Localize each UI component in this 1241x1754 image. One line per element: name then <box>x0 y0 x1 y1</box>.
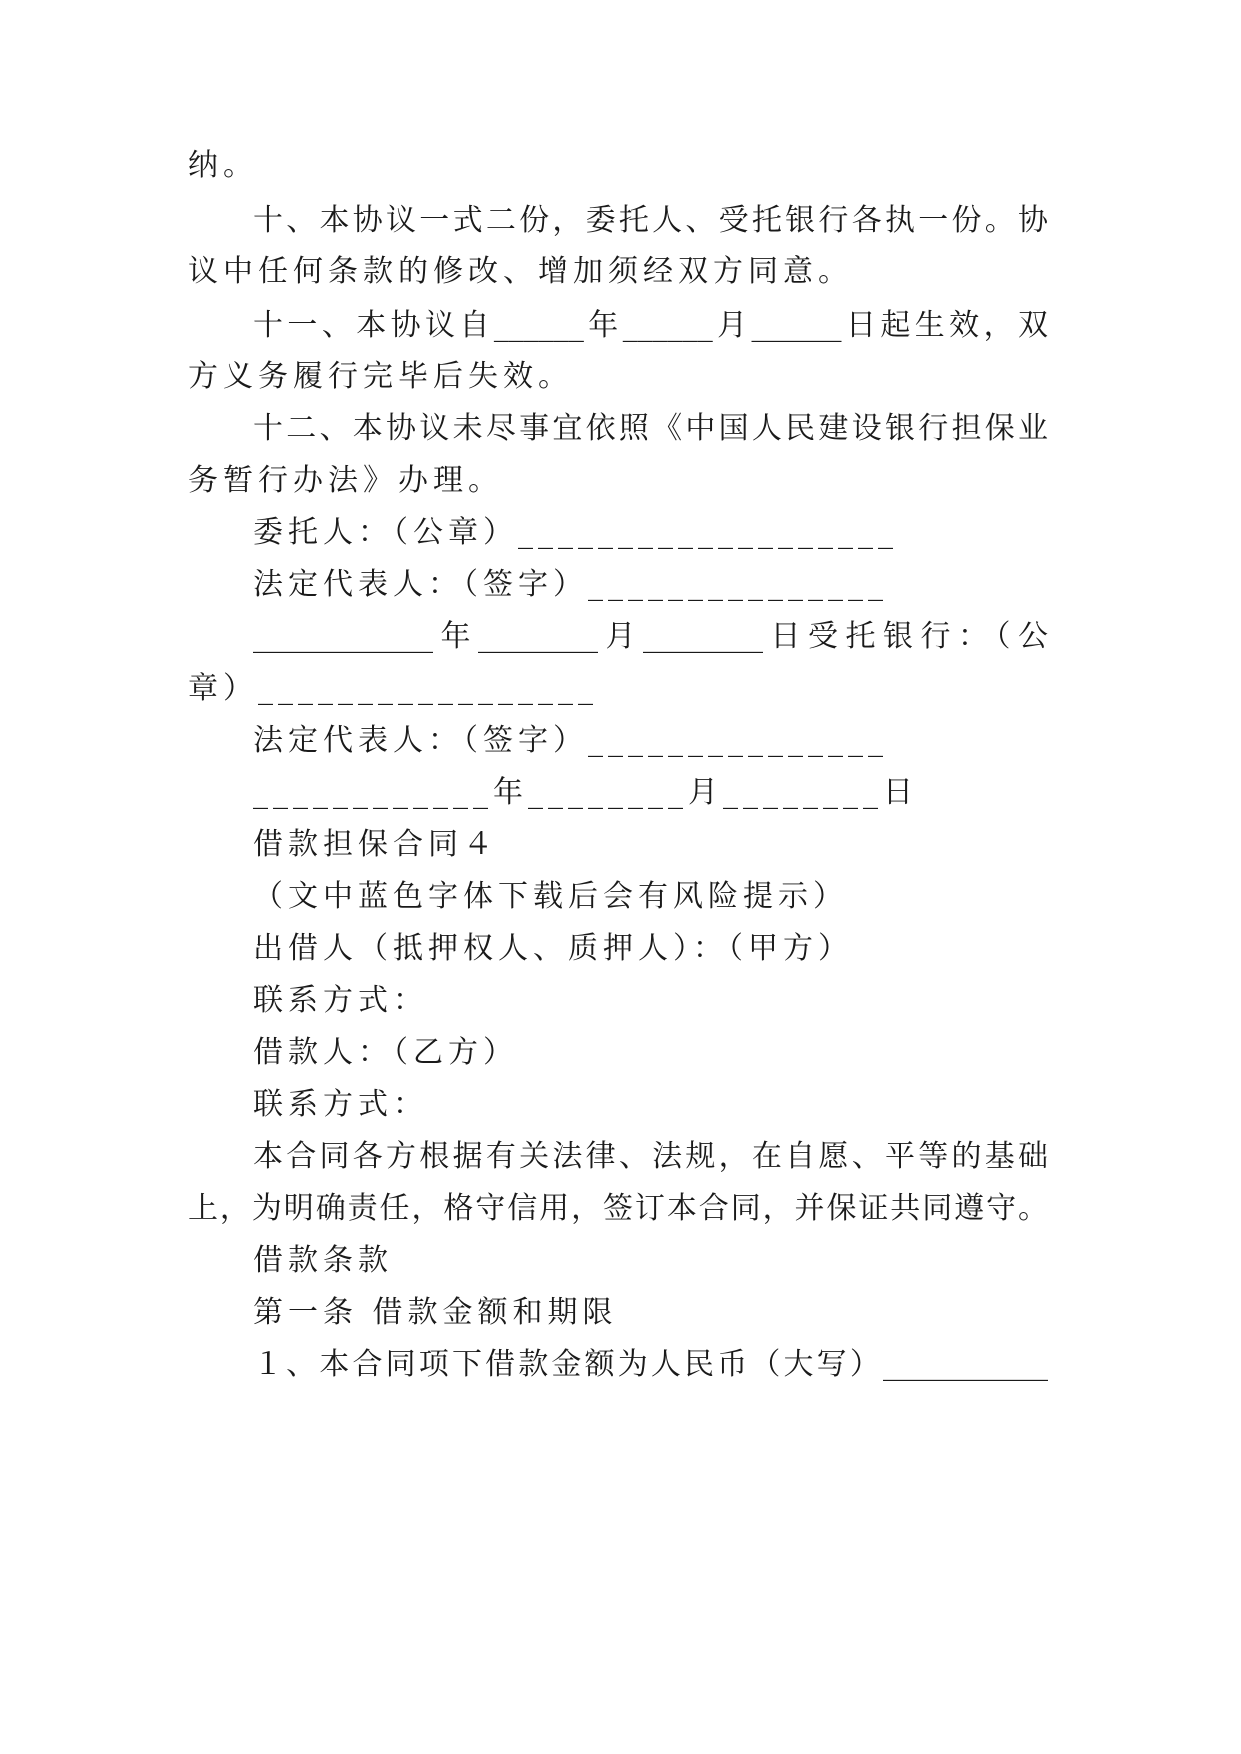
article-one-heading: 第一条 借款金额和期限 <box>253 1295 618 1330</box>
borrower-party-line: 借款人：（乙方） <box>253 1035 518 1070</box>
bank-date-line: ____________年________月________日 <box>253 775 918 810</box>
legal-representative-signature-line: 法定代表人：（签字）_______________ <box>253 567 888 602</box>
preamble-line-1: 本合同各方根据有关法律、法规，在自愿、平等的基础 <box>253 1139 1048 1174</box>
clause-twelve-line-1: 十二、本协议未尽事宜依照《中国人民建设银行担保业 <box>253 411 1048 446</box>
bank-legal-representative-signature-line: 法定代表人：（签字）_______________ <box>253 723 888 758</box>
principal-seal-line: 委托人：（公章）___________________ <box>253 515 898 550</box>
clause-ten-line-2: 议中任何条款的修改、增加须经双方同意。 <box>188 254 853 289</box>
preamble-line-2: 上，为明确责任，格守信用，签订本合同，并保证共同遵守。 <box>188 1191 1048 1226</box>
clause-eleven-line-2: 方义务履行完毕后失效。 <box>188 359 573 394</box>
clause-ten-line-1: 十、本协议一式二份，委托人、受托银行各执一份。协 <box>253 203 1048 238</box>
loan-terms-heading: 借款条款 <box>253 1243 393 1278</box>
clause-eleven-line-1: 十一、本协议自______年______月______日起生效，双 <box>253 308 1048 343</box>
clause-twelve-line-2: 务暂行办法》办理。 <box>188 463 503 498</box>
loan-amount-line: １、本合同项下借款金额为人民币（大写）___________ <box>253 1347 1048 1382</box>
lender-contact-line: 联系方式： <box>253 983 428 1018</box>
bank-seal-line: 章）_________________ <box>188 671 598 706</box>
risk-note: （文中蓝色字体下载后会有风险提示） <box>253 879 848 914</box>
paragraph-line: 纳。 <box>188 148 258 183</box>
lender-party-line: 出借人（抵押权人、质押人）：（甲方） <box>253 931 853 966</box>
borrower-contact-line: 联系方式： <box>253 1087 428 1122</box>
contract-title: 借款担保合同４ <box>253 827 498 862</box>
date-and-bank-seal-line: ____________年________月________日受托银行：（公 <box>253 619 1048 654</box>
